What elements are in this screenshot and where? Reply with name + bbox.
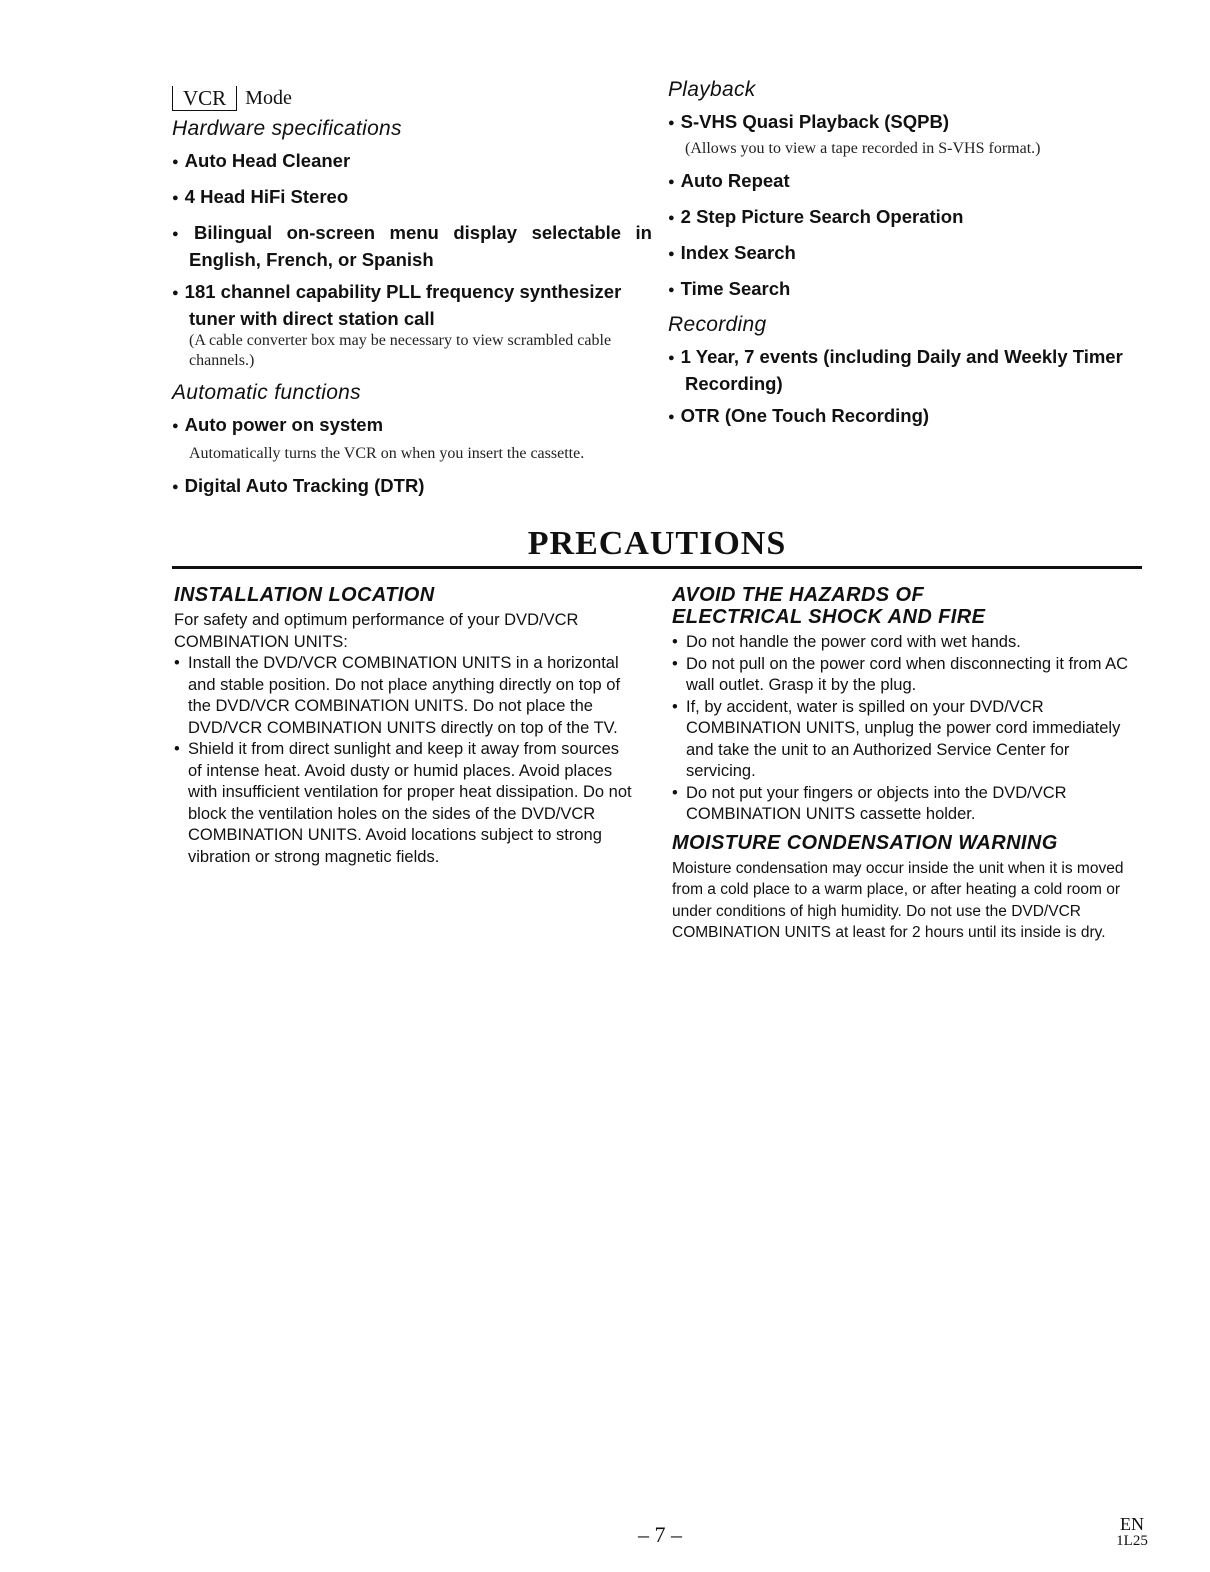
feature-item — [172, 474, 652, 501]
feature-text: Auto Repeat — [680, 170, 790, 191]
cable-converter-note: (A cable converter box may be necessary to view scrambled cable channels.) — [189, 332, 612, 369]
feature-item — [668, 169, 1148, 196]
feature-item — [668, 205, 1148, 232]
vcr-mode-heading — [172, 86, 652, 111]
hazards-heading-line1: AVOID THE HAZARDS OF — [672, 584, 925, 606]
installation-section — [174, 584, 634, 868]
feature-text: Auto power on system — [184, 414, 384, 435]
list-item: • Do not handle the power cord with wet hands. — [672, 632, 1142, 654]
feature-item — [172, 413, 652, 440]
features-right-column — [668, 78, 1148, 440]
feature-text: OTR (One Touch Recording) — [680, 405, 930, 426]
feature-text: 1 Year, 7 events (including Daily and Weekly Timer Recording) — [680, 346, 1123, 394]
feature-text: S-VHS Quasi Playback (SQPB) — [680, 111, 949, 132]
feature-item — [668, 110, 1148, 137]
feature-text: 2 Step Picture Search Operation — [680, 206, 964, 227]
feature-item — [668, 277, 1148, 304]
playback-heading: Playback — [668, 78, 756, 101]
automatic-functions-heading: Automatic functions — [172, 381, 361, 404]
installation-intro: For safety and optimum performance of your DVD/VCR COMBINATION UNITS: — [174, 611, 579, 651]
recording-heading: Recording — [668, 313, 767, 336]
list-item: • Install the DVD/VCR COMBINATION UNITS in a horizontal and stable position. Do not place anything directly on top of the DVD/VCR COMBINATION UNITS. Do not place the DVD/VCR COMBINATION UNITS directly on top of the TV. — [174, 653, 634, 739]
feature-item — [172, 149, 652, 176]
feature-text: Digital Auto Tracking (DTR) — [184, 475, 425, 496]
vcr-mode-label: Mode — [245, 87, 292, 109]
svhs-note: (Allows you to view a tape recorded in S-VHS format.) — [685, 140, 1041, 157]
feature-text: 181 channel capability PLL frequency synthesizer tuner with direct station call — [184, 281, 622, 329]
feature-text: Bilingual on-screen menu display selectable in English, French, or Spanish — [189, 222, 652, 270]
installation-heading: INSTALLATION LOCATION — [174, 584, 435, 606]
auto-power-note: Automatically turns the VCR on when you insert the cassette. — [189, 445, 585, 462]
precautions-header — [172, 524, 1142, 569]
title-rule — [172, 566, 1142, 569]
feature-item — [172, 280, 652, 330]
feature-text: Auto Head Cleaner — [184, 150, 351, 171]
feature-text: Time Search — [680, 278, 791, 299]
moisture-heading: MOISTURE CONDENSATION WARNING — [672, 831, 1058, 854]
hazards-heading — [672, 584, 1142, 628]
hardware-specifications-heading: Hardware specifications — [172, 117, 402, 140]
hazards-heading-line2: ELECTRICAL SHOCK AND FIRE — [672, 606, 986, 628]
language-code: EN — [1120, 1514, 1144, 1534]
feature-item — [172, 185, 652, 212]
hazards-list — [672, 632, 1142, 826]
model-code: 1L25 — [1116, 1533, 1148, 1549]
page-number: – 7 – — [638, 1522, 682, 1547]
feature-item — [172, 221, 652, 271]
vcr-mode-badge: VCR — [172, 86, 237, 111]
hazards-section — [672, 584, 1142, 944]
feature-item — [668, 241, 1148, 268]
list-item: • Shield it from direct sunlight and keep it away from sources of intense heat. Avoid dusty or humid places. Avoid places with insufficient ventilation for proper heat dissipation. Do not block the ventilation holes on the sides of the DVD/VCR COMBINATION UNITS. Avoid locations subject to strong vibration or strong magnetic fields. — [174, 739, 634, 868]
features-left-column — [172, 86, 652, 510]
feature-text: 4 Head HiFi Stereo — [184, 186, 349, 207]
list-item: • If, by accident, water is spilled on your DVD/VCR COMBINATION UNITS, unplug the power cord immediately and take the unit to an Authorized Service Center for servicing. — [672, 697, 1142, 783]
precautions-title: PRECAUTIONS — [527, 525, 787, 562]
document-code — [1112, 1516, 1152, 1550]
installation-list — [174, 653, 634, 868]
list-item: • Do not pull on the power cord when disconnecting it from AC wall outlet. Grasp it by the plug. — [672, 654, 1142, 697]
list-item: • Do not put your fingers or objects into the DVD/VCR COMBINATION UNITS cassette holder. — [672, 783, 1142, 826]
feature-item — [668, 404, 1148, 431]
feature-item — [668, 345, 1148, 395]
moisture-text: Moisture condensation may occur inside the unit when it is moved from a cold place to a warm place, or after heating a cold room or under conditions of high humidity. Do not use the DVD/VCR COMBINATION UNITS at least for 2 hours until its inside is dry. — [672, 859, 1124, 941]
feature-text: Index Search — [680, 242, 796, 263]
